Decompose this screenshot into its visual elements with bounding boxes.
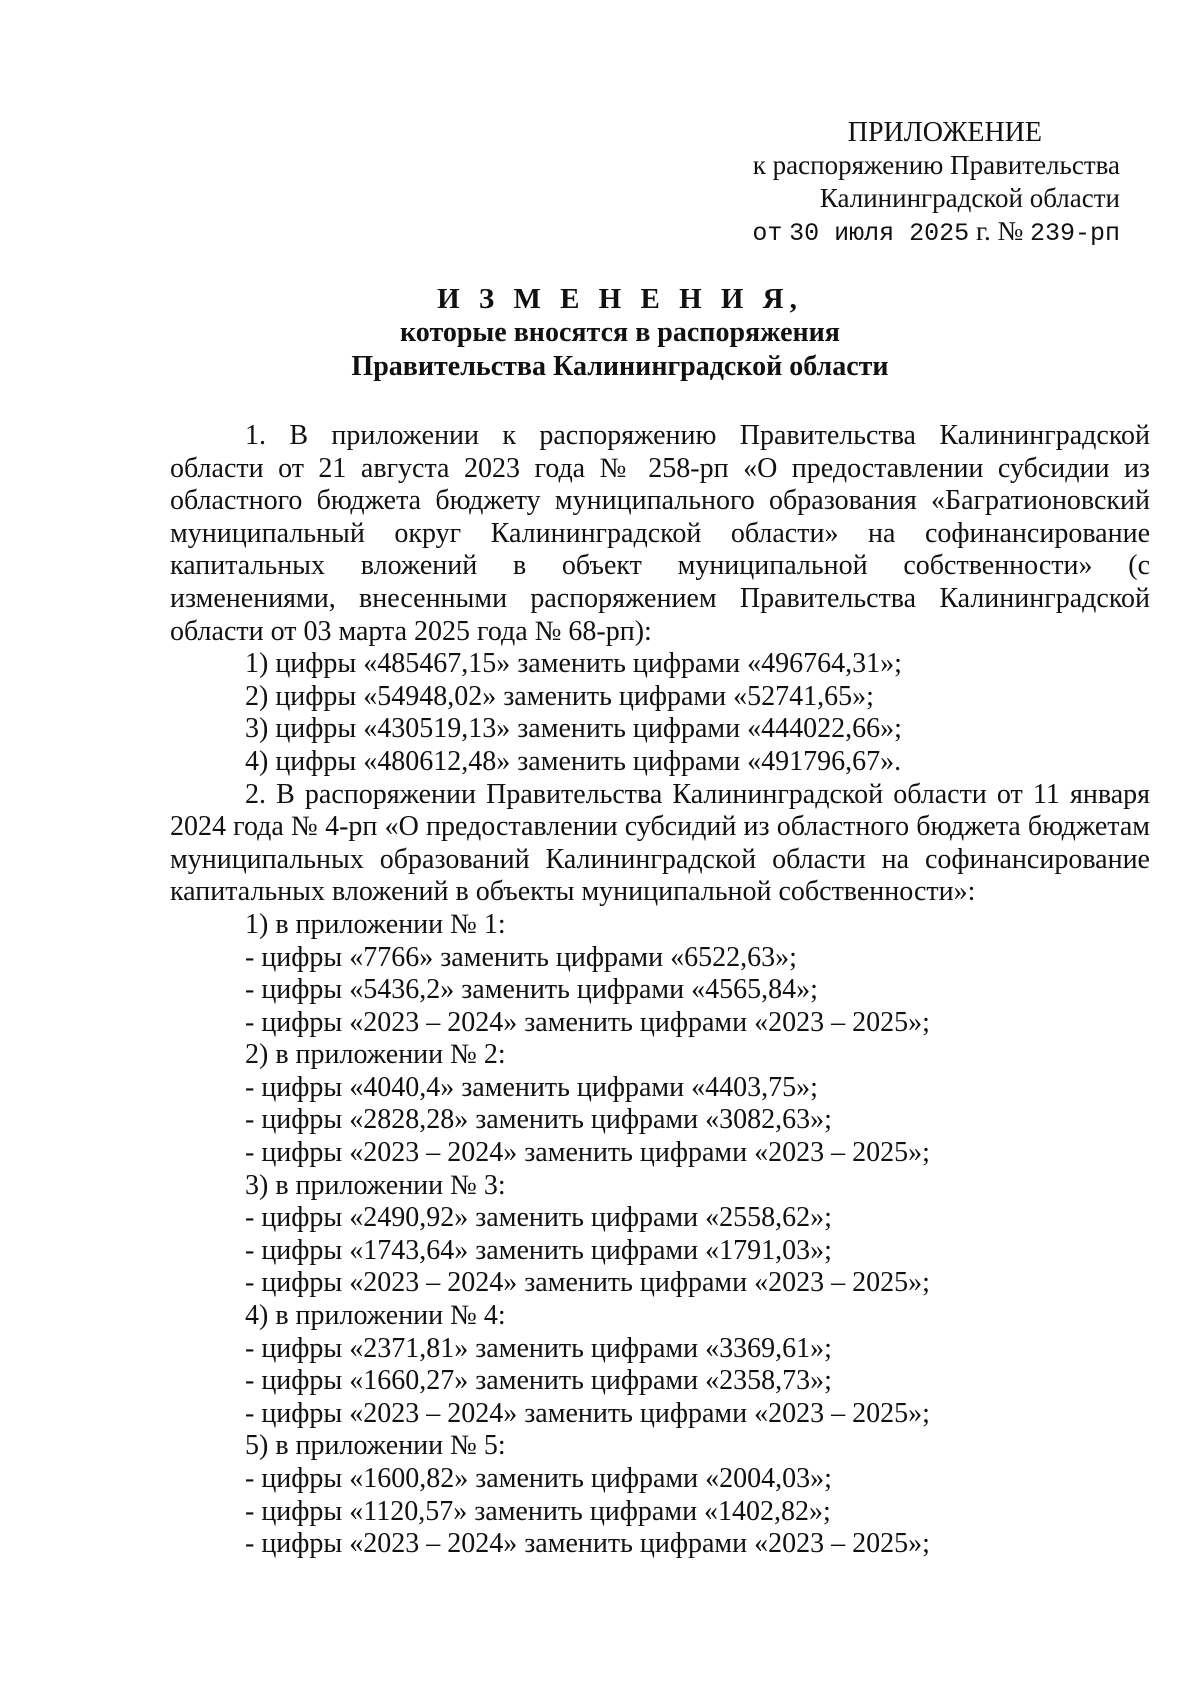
change-line: - цифры «5436,2» заменить цифрами «4565,84»;: [245, 974, 818, 1006]
appendix-ref-line: к распоряжению Правительства: [752, 150, 1120, 180]
section-1-item: 3) цифры «430519,13» заменить цифрами «444022,66»;: [245, 713, 902, 745]
section-1-intro: 1. В приложении к распоряжению Правительства Калининградской области от 21 августа 2023 года № 258-рп «О предоставлении субсидии из областного бюджета бюджету муниципального образования «Багратионовский муниципальный округ Калининградской области» на софинансирование капитальных вложений в объект муниципальной собственности» (с изменениями, внесенными распоряжением Правительства Калининградской области от 03 марта 2025 года № 68-рп):: [170, 420, 1150, 647]
section-1-item: 1) цифры «485467,15» заменить цифрами «496764,31»;: [245, 648, 902, 680]
change-line: - цифры «1120,57» заменить цифрами «1402,82»;: [245, 1495, 831, 1527]
title-subline-1: которые вносятся в распоряжения: [400, 317, 840, 348]
change-line: - цифры «2023 – 2024» заменить цифрами «2023 – 2025»;: [245, 1006, 930, 1038]
title-main: И З М Е Н Е Н И Я,: [437, 283, 803, 315]
appendix-heading: 2) в приложении № 2:: [245, 1039, 506, 1071]
order-number: 239-рп: [1029, 219, 1120, 248]
date-prefix: от: [752, 219, 783, 248]
change-line: - цифры «2023 – 2024» заменить цифрами «2023 – 2025»;: [245, 1397, 930, 1429]
title-subline-2: Правительства Калининградской области: [351, 351, 889, 382]
appendix-heading: 3) в приложении № 3:: [245, 1169, 506, 1201]
change-line: - цифры «2371,81» заменить цифрами «3369,61»;: [245, 1332, 832, 1364]
change-line: - цифры «2023 – 2024» заменить цифрами «2023 – 2025»;: [245, 1528, 930, 1560]
appendix-heading: 1) в приложении № 1:: [245, 908, 506, 940]
change-line: - цифры «2490,92» заменить цифрами «2558,62»;: [245, 1202, 832, 1234]
change-line: - цифры «2023 – 2024» заменить цифрами «2023 – 2025»;: [245, 1137, 930, 1169]
appendix-label: ПРИЛОЖЕНИЕ: [847, 117, 1042, 148]
section-1-item: 2) цифры «54948,02» заменить цифрами «52741,65»;: [245, 680, 874, 712]
change-line: - цифры «2828,28» заменить цифрами «3082,63»;: [245, 1104, 832, 1136]
section-2-intro: 2. В распоряжении Правительства Калининградской области от 11 января 2024 года № 4-рп «О предоставлении субсидий из областного бюджета бюджетам муниципальных образований Калининградской области на софинансирование капитальных вложений в объекты муниципальной собственности»:: [170, 778, 1150, 908]
change-line: - цифры «1743,64» заменить цифрами «1791,03»;: [245, 1234, 832, 1266]
change-line: - цифры «7766» заменить цифрами «6522,63»;: [245, 941, 797, 973]
date-mid: г. №: [975, 216, 1024, 246]
change-line: - цифры «4040,4» заменить цифрами «4403,75»;: [245, 1071, 818, 1103]
date-value: 30 июля 2025: [789, 219, 970, 248]
document-title: [170, 282, 1070, 384]
appendix-date-line: [740, 215, 1130, 250]
document-body: [170, 420, 1150, 1561]
appendix-region-line: Калининградской области: [819, 183, 1120, 213]
change-line: - цифры «2023 – 2024» заменить цифрами «2023 – 2025»;: [245, 1267, 930, 1299]
section-1-item: 4) цифры «480612,48» заменить цифрами «491796,67».: [245, 745, 902, 777]
change-line: - цифры «1600,82» заменить цифрами «2004,03»;: [245, 1463, 832, 1494]
appendix-header: [740, 116, 1130, 250]
appendix-heading: 4) в приложении № 4:: [245, 1300, 506, 1332]
change-line: - цифры «1660,27» заменить цифрами «2358,73»;: [245, 1365, 832, 1397]
appendix-heading: 5) в приложении № 5:: [245, 1430, 506, 1462]
